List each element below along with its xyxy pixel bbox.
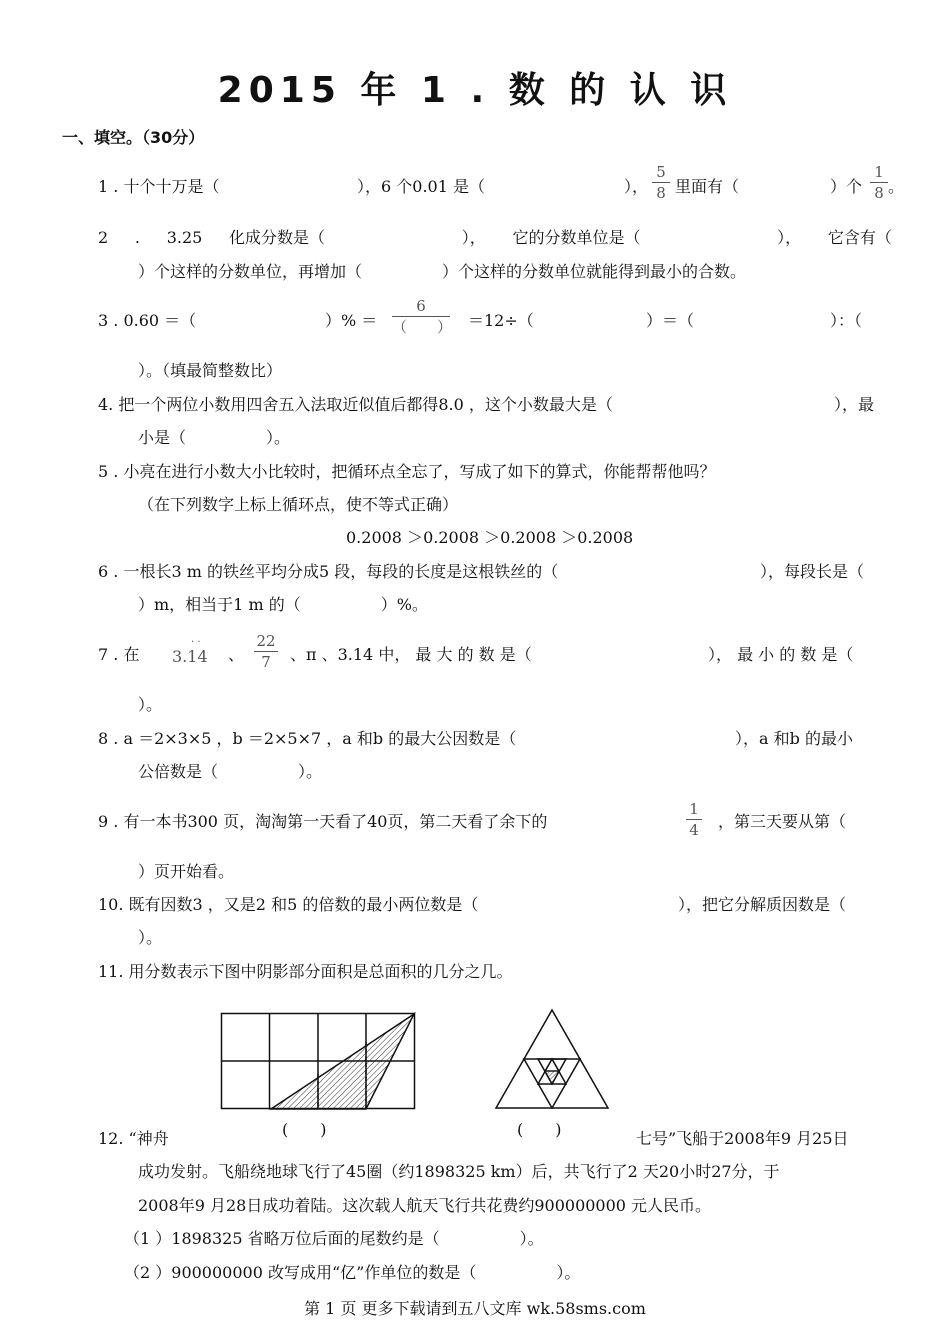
- q7-repeating-decimal: 3.14: [172, 647, 208, 666]
- figure-2-answer: ( ): [517, 1120, 562, 1139]
- q1-part-f: 。: [888, 177, 905, 196]
- q12-line-2: 成功发射。飞船绕地球飞行了45圈（约1898325 km）后，共飞行了2 天20小时27分，于: [138, 1162, 780, 1181]
- q12-part-a: 12. “神舟: [98, 1129, 169, 1148]
- q8-line-2: 公倍数是（ ）。: [138, 762, 323, 781]
- q5-line-1: 5 . 小亮在进行小数大小比较时，把循环点全忘了，写成了如下的算式，你能帮帮他吗？: [98, 462, 716, 481]
- q9-line-2: ）页开始看。: [138, 862, 235, 881]
- q3-part-e: ）：（: [830, 311, 863, 330]
- q8-line-1-end: ），a 和b 的最小: [735, 729, 853, 748]
- q8-line-1: 8 . a ＝2×3×5 ，b ＝2×5×7 ，a 和b 的最大公因数是（: [98, 729, 517, 748]
- q7-part-a: 7 . 在: [98, 645, 140, 664]
- q6-line-1-end: ），每段长是（: [760, 562, 865, 581]
- q4-line-1: 4. 把一个两位小数用四舍五入法取近似值后都得8.0 ，这个小数最大是（: [98, 395, 613, 414]
- q3-part-a: 3 . 0.60 ＝（: [98, 311, 197, 330]
- q3-part-d: ）＝（: [646, 311, 695, 330]
- triangle-figure: [494, 1008, 610, 1110]
- q3-line-2: ）。（填最简整数比）: [138, 361, 283, 380]
- q12-sub-1: （1 ）1898325 省略万位后面的尾数约是（ ）。: [124, 1229, 544, 1248]
- q1-part-a: 1 . 十个十万是（: [98, 177, 220, 196]
- q9-fraction: 1 4: [686, 800, 702, 839]
- q7-part-b: 、: [228, 645, 245, 664]
- q1-part-d: 里面有（: [675, 177, 740, 196]
- q7-repeat-dots: · ·: [191, 637, 201, 648]
- q6-line-1: 6 . 一根长3 m 的铁丝平均分成5 段，每段的长度是这根铁丝的（: [98, 562, 559, 581]
- q6-line-2: ）m，相当于1 m 的（ ）%。: [138, 595, 428, 614]
- q1-part-c: ），: [624, 177, 649, 196]
- q4-line-2: 小是（ ）。: [138, 428, 291, 447]
- q1-part-e: ）个: [830, 177, 863, 196]
- q3-part-c: ＝12÷（: [468, 311, 534, 330]
- q10-line-1-end: ），把它分解质因数是（: [678, 895, 847, 914]
- q12-part-b: 七号”飞船于2008年9 月25日: [636, 1129, 849, 1148]
- q1-part-b: ），6 个0.01 是（: [357, 177, 485, 196]
- page-footer: 第 1 页 更多下载请到五八文库 wk.58sms.com: [304, 1299, 646, 1318]
- figure-1-answer: ( ): [282, 1120, 327, 1139]
- q12-sub-2: （2 ）900000000 改写成用“亿”作单位的数是（ ）。: [124, 1263, 581, 1282]
- q10-line-2: ）。: [138, 928, 163, 947]
- q11-line-1: 11. 用分数表示下图中阴影部分面积是总面积的几分之几。: [98, 962, 513, 981]
- q2-line-2: ）个这样的分数单位，再增加（ ）个这样的分数单位就能得到最小的合数。: [138, 262, 747, 281]
- q7-line-2: ）。: [138, 695, 163, 714]
- q2-line-1: 2 . 3.25 化成分数是（ ）， 它的分数单位是（ ）， 它含有（: [98, 228, 892, 247]
- q10-line-1: 10. 既有因数3 ，又是2 和5 的倍数的最小两位数是（: [98, 895, 479, 914]
- q7-part-c: 、π 、3.14 中， 最 大 的 数 是（: [290, 645, 532, 664]
- q3-part-b: ）% ＝: [325, 311, 378, 330]
- q1-fraction-1: 5 8: [652, 163, 670, 202]
- q1-fraction-2: 1 8: [870, 163, 888, 202]
- q9-part-b: ，第三天要从第（: [718, 812, 847, 831]
- q5-line-2: （在下列数字上标上循环点，使不等式正确）: [138, 495, 459, 514]
- page-title: 2015 年 1 . 数 的 认 识: [217, 70, 733, 111]
- grid-figure: [220, 1012, 416, 1110]
- q7-fraction: 22 7: [254, 632, 278, 671]
- q3-fraction: 6 （ ）: [392, 297, 453, 336]
- shaded-small-triangle: [545, 1071, 559, 1084]
- q12-line-3: 2008年9 月28日成功着陆。这次载人航天飞行共花费约900000000 元人民币。: [138, 1196, 712, 1215]
- q4-line-1-end: ），最: [834, 395, 875, 414]
- q9-part-a: 9 . 有一本书300 页，淘淘第一天看了40页，第二天看了余下的: [98, 812, 548, 831]
- section-heading: 一、填空。（30分）: [62, 128, 205, 147]
- q7-part-d: ）， 最 小 的 数 是（: [708, 645, 854, 664]
- q5-inequality: 0.2008 ＞0.2008 ＞0.2008 ＞0.2008: [346, 528, 634, 547]
